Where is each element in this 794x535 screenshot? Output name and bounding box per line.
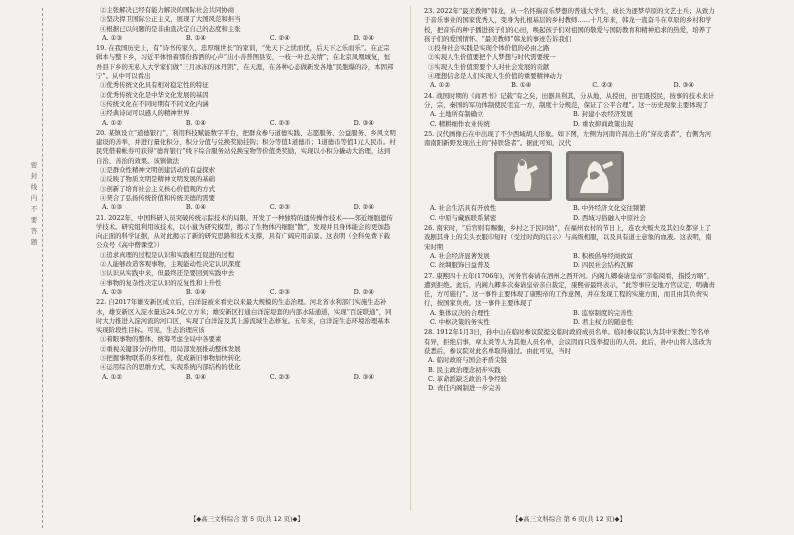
choice-b: B. 积极倡导经商致富 [573,251,633,260]
binding-char: 题 [30,238,38,246]
option-line: ④运用综合的思维方式，实现系统内部结构的优化 [100,363,241,372]
choice-d: D. ②④ [353,203,374,212]
choice-d: D. ②④ [353,287,374,296]
question-stem: 19. 在我国历史上，有“诗书传家久，忠厚继世长”的家训，“先天下之忧而忧，后天下之乐而乐”。在正宗辑本与整下乡，习近平体悟着那份挥洒的心声“出小善普图县安，一枝一叶总关情”；在北京凤凰城复，恒吾县下乡的无私人大学家们做“三月冰冻的冰丹凯”，在天涯，在各种心态做新发各地“民胞爆的冷，本固邦宁”。从中可以看出 [96,44,394,81]
choice-a: A. ①② [102,372,123,381]
choice-c: C. 革命派缺乏政治斗争经验 [428,374,508,383]
choice-b: B. ①④ [185,33,207,42]
choice-d: D. 责任内阁制进一步完善 [428,384,501,393]
question-23 [424,7,716,91]
choice-b: B. ①④ [185,287,207,296]
choice-c: C. 中原与藏族联系紧密 [430,213,497,222]
binding-char: 线 [30,183,38,191]
page-footer: 【◆高三文科综合 第 6 页(共 12 页)◆】 [512,515,626,523]
option-line: ①追求真理的过程是认识和实践相互促进的过程 [100,250,235,259]
question-stem: 25. 汉代画像石在中出现了不少西域胡人形象。如下图，左侧为河南许昌出土的“穿皮裘者”，右侧为河南南阳新野发现出土的“持铁袋者”。据此可知，汉代 [424,129,712,148]
column-separator [410,6,411,511]
option-line: ①着眼事物的整体，统筹考虑全局中各要素 [100,335,222,344]
choice-a: A. ①② [102,118,123,127]
option-line: ②优秀传统文化是中华文化发展的基因 [100,90,209,99]
option-line: ③把握事物联系的多样性，促成新旧事物加快转化 [100,353,241,362]
choice-b: B. ①④ [185,118,207,127]
option-line: ③传统文化在不同时期有不同文化内涵 [100,99,209,108]
choice-b: B. ①④ [185,203,207,212]
binding-strip [28,160,40,248]
choice-c: C. ②③ [269,372,290,381]
option-line: ②重视关键部分的作用，用局部发展推动整体发展 [100,344,241,353]
answer-choices [96,373,396,382]
page-footer: 【◆高三文科综合 第 5 页(共 12 页)◆】 [190,515,304,523]
choice-a: A. ①③ [102,33,123,42]
binding-char: 密 [30,161,38,169]
option-line: ④经典诗词可以感人的精神世界 [100,109,190,118]
question-19 [96,44,396,128]
choice-d: D. ③④ [353,118,374,127]
choice-d: D. ③④ [673,81,694,90]
choice-a: A. ①③ [102,287,123,296]
question-27 [424,272,716,328]
stone-relief-image-right [566,151,624,201]
choice-b: B. 中外经济文化交往频繁 [573,204,646,213]
question-stem: 28. 1912年1月3日，孙中山在临时参议院提交临时政府成员名单。临时参议院认为其中宋教仁等名单有异，拒绝启事，章太炎等人为其他人员名单，会议因而只选举提出的人员。此后，孙中山将人选改为获悉后，参议院对此名单取得通过。由此可见，当时 [424,328,712,355]
answer-choices [424,110,716,129]
question-21 [96,214,396,298]
choice-d: D. 君主权力的随意性 [573,318,634,327]
question-22 [96,298,396,382]
choice-b: B. 封建小农经济发展 [573,110,633,119]
choice-a: A. ①③ [102,203,123,212]
answer-choices [424,81,716,90]
option-line: ①优秀传统文化具有相对稳定性的特征 [100,81,209,90]
choice-a: A. 集体议决的合理性 [430,308,490,317]
choice-d: D. 重农抑商政策出现 [573,119,634,128]
answer-choices [96,288,396,297]
choice-b: B. 监察制度的完善性 [573,308,633,317]
binding-dashed-line [42,8,43,528]
option-line: ②反映了物质文明是精神文明发展的基础 [100,175,216,184]
question-stem: 23. 2022年“最美教师”韩龙，从一名怀揣音乐梦想的普通大学生，成长为逐梦草原的文艺士兵；从致力于音乐事业的国家优秀人，变身为扎根基层的乡村教师……十几年来，韩龙一直奋斗在草原的乡村和学校，把音乐的种子播进孩子们的心田，唤起孩子们对祖国的敬爱与国防教育和精神追求的热爱，培养了孩子们的爱国情怀。“最美教师”韩龙的事迹告诉我们 [424,7,715,43]
option-line: ②主张解决已经有能力解决的国际社会共同协商 [100,6,235,14]
option-line: ③认识从实践中来，但最终还是要回到实践中去 [100,269,235,278]
choice-c: C. 丝绸服饰日益普及 [430,261,490,270]
choice-d: D. 四民社会结构瓦解 [573,261,634,270]
binding-char: 不 [30,205,38,213]
choice-a: A. 社会生活具有开放性 [430,204,497,213]
choice-d: D. ②④ [353,33,374,42]
page-6-column [424,6,716,516]
option-line: ④事物的复杂性决定认识的反复性和上升性 [100,278,222,287]
choice-c: C. 精耕细作农业传统 [430,119,490,128]
stone-relief-image-left [494,151,552,201]
answer-choices [424,309,716,328]
option-line: ②人能够改造客观事物，主观能动性决定认识深度 [100,260,241,269]
question-stem: 21. 2022年，中国科研人员突破传统示踪技术的局限，开发了一种独特的遗传操作技术——邻近细胞遗传学技术。研究组利用该技术，以小鼠为研究模型，揭示了生物体内细胞“散”，发现并且身体能会的更加趋向正面的科学证据，从对此揭示了新的研究思路和技术支撑，具有广阔应用前景。这表明（全科免费下载公众号《高中僧课堂》） [96,213,393,250]
choice-b: B. ①④ [511,81,532,90]
binding-char: 封 [30,172,38,180]
option-line: ①投身社会实践是实现个体价值的必由之路 [428,44,550,53]
option-line: ④理想信念是人们实现人生价值的重要精神动力 [428,72,563,81]
question-20 [96,129,396,213]
answer-choices [424,252,716,271]
page-5-column [96,6,396,516]
choice-c: C. ②③ [269,118,290,127]
choice-a: A. 土地所有制确立 [430,110,484,119]
question-24 [424,92,716,129]
answer-choices [424,204,716,223]
question-stem: 22. 自2017年雄安新区成立后，白洋淀被来看史以来最大规模的生态治理。河北省水利部门实施生态补水，雄安新区入淀水量达24.5亿立方米；雄安新区打通白洋淀堤套的内部水陆通道，实现“百淀联通”，同时大力推进入淀河流的河口区，实现了白洋淀及其上游流域生态修复。五年来，白洋淀生态环境治理基本实现阶段性目标。可见，生态治理应该 [96,298,392,335]
question-stem: 24. 战国时期的《商君书》记载“有之矣，田器具利其，分从地，从授田，田宅既授民，按事的技术来计分，宗，秦国的军功体制使民宅宜一方，制度十分规范，保证了公平合理”。这一历史现象主要体现了 [424,91,715,109]
option-line: ④根据已以问题的是非曲直决定自己的态度和主张 [100,24,241,33]
answer-choices [96,34,396,43]
choice-c: C. ②④ [269,33,290,42]
option-line: ③坚决捍卫国际公正主义，展现了大国风范和担当 [100,15,241,24]
choice-b: B. ①④ [185,372,207,381]
question-stem: 20. 某镇设立“道德银行”，利用科技赋能数字平台，把群众参与道德实践、志愿服务、公益服务、乡风文明建设的善举，并进行量化积分，积分分值与兑换奖励挂钩；积分等值1道德币；1道德币等值1元人民币。村民凭借着帐券可获得“德育银行”线下综合服务站兑换宝物等价值类奖励，实现以小积分撬动大治理，达到自治、善治的效果。该镇做法 [96,128,396,165]
choice-c: C. ②③ [269,287,290,296]
answer-choices [96,119,396,128]
choice-d: D. 西域习俗融入中原社会 [573,213,646,222]
choice-c: C. ②③ [269,203,290,212]
answer-choices [96,203,396,212]
question-28 [424,328,716,393]
choice-c: C. 中枢决策的务实性 [430,318,490,327]
option-line: ④契合了弘扬传统价值和传统美德的需要 [100,193,216,202]
option-line: ③实现人生价值需要个人对社会发展的贡献 [428,62,550,71]
question-stem: 27. 康熙四十五年(1706年)，河务官奏请在泗州之西开河。内阁九卿奏请皇帝“亲临阅看，指授方略”，遭到拒绝。此后，内阁九卿多次奏请皇帝亲自裁定，康熙帝最终表示，“此等事应交地方官议定，明确责任，方可施行”。这一事件主要体现了康熙帝的工作意图，并在发现工程的实施方面，而且由其负责实行，按国家负责。这一事件主要体现了 [424,271,715,308]
rubbing-images [494,151,716,201]
option-line: ③创新了培育社会主义核心价值观的方式 [100,184,216,193]
binding-char: 答 [30,227,38,235]
option-line: ②实现人生价值要把个人梦想与时代需要统一 [428,53,556,62]
choice-a: A. 临时政府与国会矛盾尖锐 [428,356,507,365]
question-stem: 26. 南宋时，“后官则有赐衡，乡村之于民同幼”，在福州农村的节日上，连农夫贩夫及其妇女都穿上了戏剧其身上的尖头衣服巾短时（受过时尚的启示）与高级相服，以及具有道士意象的血液。这表明，南宋时期 [424,224,712,251]
choice-a: A. ①② [430,81,451,90]
question-25 [424,130,716,223]
choice-a: A. 社会经济显著发展 [430,251,490,260]
question-26 [424,224,716,270]
choice-b: B. 民主政治理念初步实践 [428,365,501,374]
choice-c: C. ②③ [592,81,613,90]
option-line: ①是群众性精神文明创建活动的有益探索 [100,166,216,175]
binding-char: 内 [30,194,38,202]
choice-d: D. ③④ [353,372,374,381]
binding-char: 要 [30,216,38,224]
